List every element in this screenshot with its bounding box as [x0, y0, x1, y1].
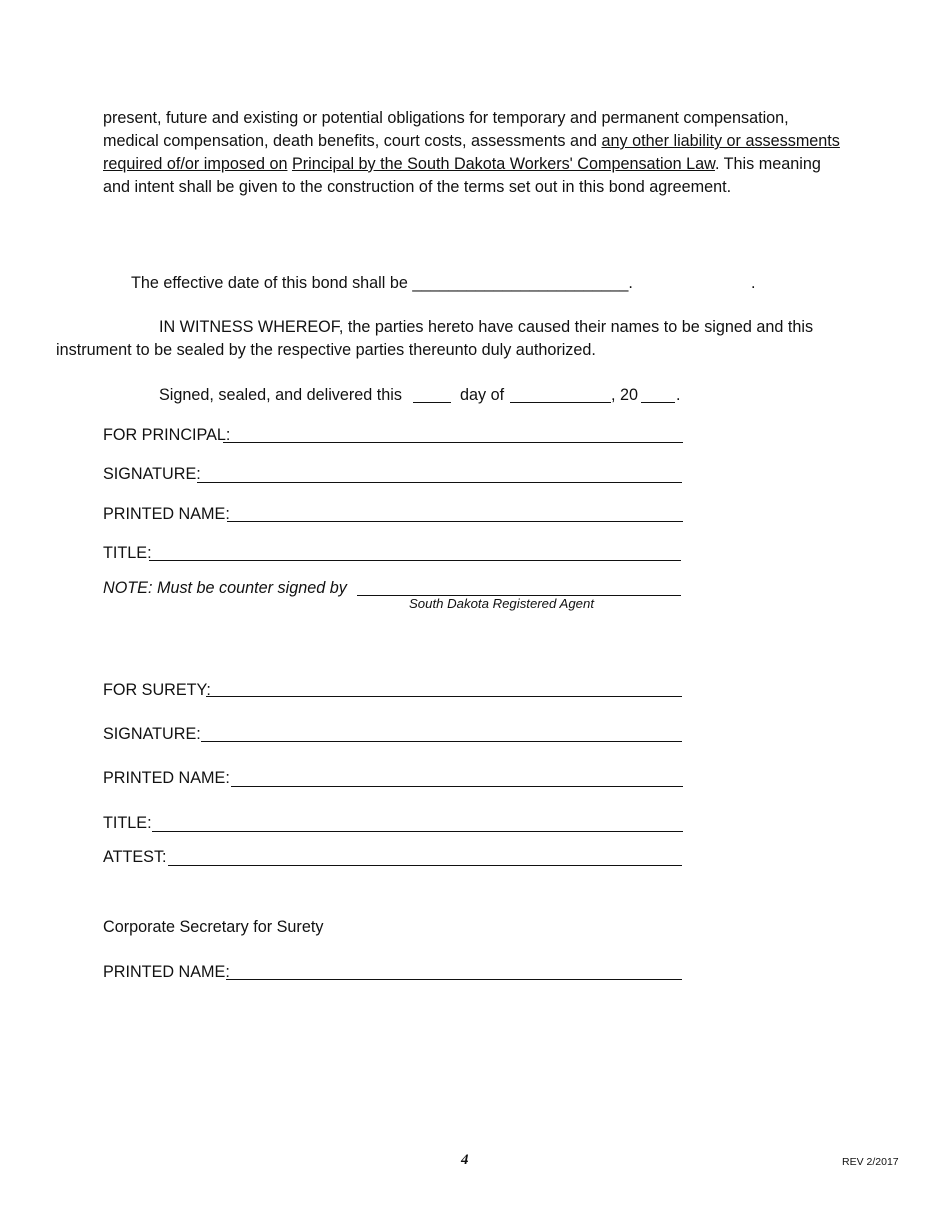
- witness-line-2: instrument to be sealed by the respective parties thereunto duly authorized.: [56, 341, 596, 359]
- witness-line-1: IN WITNESS WHEREOF, the parties hereto have caused their names to be signed and this: [159, 318, 814, 336]
- for-surety-field[interactable]: [206, 696, 682, 697]
- attest-field[interactable]: [168, 865, 682, 866]
- surety-signature-label: SIGNATURE:: [103, 725, 201, 743]
- for-principal-field[interactable]: [223, 442, 683, 443]
- principal-printed-name-field[interactable]: [227, 521, 683, 522]
- principal-printed-name-label: PRINTED NAME:: [103, 505, 230, 523]
- signed-prefix: Signed, sealed, and delivered this: [159, 386, 402, 404]
- surety-title-label: TITLE:: [103, 814, 152, 832]
- registered-agent-caption: South Dakota Registered Agent: [409, 596, 594, 611]
- paragraph-text-1: present, future and existing or potential obligations for temporary and permanent compensation, medical compensation, death benefits, court costs, assessments and: [103, 109, 789, 150]
- paragraph-underlined-1: any other liability or assessments required of/or imposed on: [103, 132, 840, 173]
- effective-date-line: The effective date of this bond shall be ________________________.: [131, 274, 633, 292]
- revision-label: REV 2/2017: [842, 1156, 899, 1168]
- for-principal-label: FOR PRINCIPAL:: [103, 426, 231, 444]
- principal-signature-field[interactable]: [197, 482, 682, 483]
- surety-printed-name-label: PRINTED NAME:: [103, 769, 230, 787]
- surety-printed-name-field[interactable]: [231, 786, 683, 787]
- paragraph-text-3: . This meaning and intent shall be given to the construction of the terms set out in this bond agreement.: [103, 155, 821, 196]
- surety-title-field[interactable]: [152, 831, 683, 832]
- day-of-label: day of: [460, 386, 505, 404]
- principal-title-field[interactable]: [149, 560, 681, 561]
- corporate-secretary-label: Corporate Secretary for Surety: [103, 918, 324, 936]
- surety-signature-field[interactable]: [201, 741, 682, 742]
- year-prefix: , 20: [611, 386, 639, 404]
- attest-label: ATTEST:: [103, 848, 167, 866]
- principal-title-label: TITLE:: [103, 544, 152, 562]
- page-number: 4: [461, 1152, 469, 1168]
- day-blank[interactable]: [413, 402, 451, 403]
- secretary-printed-name-label: PRINTED NAME:: [103, 963, 230, 981]
- paragraph-underlined-2: Principal by the South Dakota Workers' Compensation Law: [291, 155, 715, 173]
- month-blank[interactable]: [510, 402, 611, 403]
- obligations-paragraph: [103, 107, 848, 199]
- for-surety-label: FOR SURETY:: [103, 681, 211, 699]
- effective-date-trailing-period: .: [751, 274, 756, 292]
- signed-end-period: .: [676, 386, 681, 404]
- principal-signature-label: SIGNATURE:: [103, 465, 201, 483]
- secretary-printed-name-field[interactable]: [226, 979, 682, 980]
- year-blank[interactable]: [641, 402, 675, 403]
- counter-sign-note: NOTE: Must be counter signed by: [103, 579, 347, 597]
